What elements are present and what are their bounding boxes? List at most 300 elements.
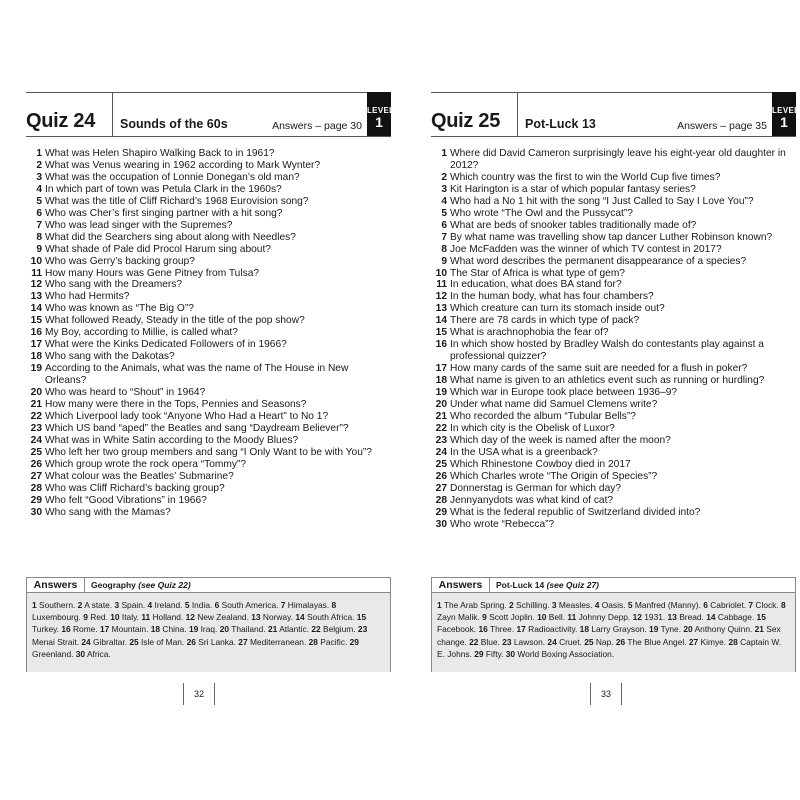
question-text: Which Liverpool lady took “Anyone Who Had a Heart” to No 1? — [45, 410, 329, 422]
answer-text: New Zealand. — [197, 612, 249, 623]
question-number: 3 — [441, 183, 447, 195]
question-number: 6 — [441, 219, 447, 231]
answer-text: Bread. — [679, 612, 704, 623]
answer-text: Schilling. — [516, 600, 550, 610]
answer-item — [311, 624, 355, 634]
answer-item — [616, 637, 687, 647]
answer-item — [129, 637, 184, 647]
question-number: 7 — [441, 231, 447, 243]
question-item — [431, 387, 796, 399]
question-number: 13 — [30, 291, 42, 303]
answer-item — [61, 624, 97, 634]
answer-number: 22 — [469, 636, 479, 647]
question-text: Who was Cliff Richard’s backing group? — [45, 482, 225, 494]
answer-text: Mountain. — [111, 624, 149, 635]
answers-label: Answers — [432, 578, 490, 592]
answer-number: 17 — [99, 624, 110, 635]
question-text: What followed Ready, Steady in the title of the pop show? — [45, 315, 305, 327]
question-text: Which group wrote the rock opera “Tommy”? — [45, 458, 246, 470]
answer-number: 21 — [754, 624, 764, 635]
answer-text: Pacific. — [320, 636, 348, 647]
question-item — [26, 244, 391, 256]
question-item — [431, 423, 796, 435]
answer-number: 14 — [706, 612, 716, 623]
answer-number: 28 — [308, 636, 318, 647]
quiz-header — [26, 92, 395, 136]
answer-item — [633, 612, 666, 622]
question-text: Which day of the week is named after the moon? — [450, 434, 671, 446]
answer-number: 29 — [349, 636, 359, 647]
question-text: The Star of Africa is what type of gem? — [450, 267, 625, 279]
question-item — [26, 387, 391, 399]
answer-number: 1 — [437, 600, 442, 610]
page-number: 32 — [183, 683, 215, 705]
question-text: In the USA what is a greenback? — [450, 446, 598, 458]
answer-number: 25 — [584, 636, 594, 647]
answer-text: Radioactivity. — [528, 624, 578, 635]
answer-item — [478, 624, 514, 634]
answer-number: 16 — [61, 624, 71, 635]
answer-number: 22 — [311, 624, 321, 635]
answer-item — [748, 600, 778, 610]
answer-item — [683, 624, 752, 634]
question-number: 2 — [36, 159, 42, 171]
question-text: According to the Animals, what was the name of The House in New Orleans? — [45, 363, 349, 387]
answer-item — [189, 624, 217, 634]
answer-item — [517, 624, 578, 634]
level-badge — [772, 92, 800, 136]
answer-text: Southern. — [39, 600, 76, 610]
question-text: Who recorded the album “Tubular Bells”? — [450, 410, 636, 422]
answer-text: Cabriolet. — [710, 600, 747, 610]
answer-number: 13 — [251, 612, 261, 623]
answers-topic — [496, 578, 599, 592]
question-item — [431, 315, 796, 327]
question-text: In the human body, what has four chambers? — [450, 291, 654, 303]
answer-item — [81, 637, 127, 647]
question-item — [431, 256, 796, 268]
answer-text: Nap. — [595, 636, 614, 647]
answer-text: Africa. — [86, 648, 111, 659]
question-item — [431, 244, 796, 256]
question-item — [431, 232, 796, 244]
answer-text: Holland. — [152, 612, 184, 623]
answer-item — [78, 600, 112, 610]
answer-item — [649, 624, 681, 634]
answer-text: Mediterranean. — [249, 636, 307, 647]
answer-item — [474, 649, 503, 659]
question-item — [431, 208, 796, 220]
question-number: 20 — [435, 399, 447, 411]
answer-number: 30 — [75, 648, 86, 659]
question-item — [26, 256, 391, 268]
question-number: 24 — [435, 446, 447, 458]
question-text: Who was heard to “Shout” in 1964? — [45, 387, 206, 399]
question-item — [26, 232, 391, 244]
question-item — [431, 184, 796, 196]
question-item — [431, 411, 796, 423]
question-text: Kit Harington is a star of which popular fantasy series? — [450, 183, 696, 195]
answer-number: 19 — [188, 624, 199, 635]
question-number: 28 — [30, 482, 42, 494]
question-item — [26, 459, 391, 471]
answer-text: Atlantic. — [279, 624, 309, 635]
answers-topic-name: Geography — [91, 580, 136, 590]
answer-number: 17 — [516, 624, 526, 635]
answer-text: Isle of Man. — [140, 636, 185, 647]
question-number: 7 — [36, 219, 42, 231]
question-text: Who wrote “The Owl and the Pussycat”? — [450, 207, 633, 219]
question-text: Where did David Cameron surprisingly leave his eight-year old daughter in 2012? — [450, 148, 786, 171]
answer-number: 14 — [295, 612, 305, 623]
question-number: 30 — [435, 518, 447, 530]
question-text: Who sang with the Dreamers? — [45, 279, 183, 291]
question-text: What was the occupation of Lonnie Donegan’s old man? — [45, 171, 300, 183]
answer-item — [185, 600, 213, 610]
question-number: 3 — [36, 171, 42, 183]
question-item — [26, 196, 391, 208]
answer-text: China. — [162, 624, 187, 635]
answer-text: Turkey. — [32, 624, 59, 635]
answer-text: Cabbage. — [717, 612, 755, 623]
answer-number: 25 — [129, 636, 139, 647]
answer-number: 29 — [474, 648, 484, 659]
question-item — [26, 399, 391, 411]
quiz-header — [431, 92, 800, 136]
question-number: 4 — [36, 183, 42, 195]
question-number: 2 — [441, 171, 447, 183]
question-text: By what name was travelling show tap dancer Luther Robinson known? — [450, 231, 773, 243]
question-item — [431, 268, 796, 280]
question-item — [431, 172, 796, 184]
answer-number: 21 — [268, 624, 278, 635]
answers-page-ref: Answers – page 30 — [272, 120, 362, 132]
answer-number: 4 — [147, 600, 153, 610]
question-item — [431, 495, 796, 507]
question-text: Donnerstag is German for which day? — [450, 482, 622, 494]
question-text: What was Helen Shapiro Walking Back to in 1961? — [45, 148, 275, 159]
question-text: What is arachnophobia the fear of? — [450, 327, 609, 339]
answer-number: 18 — [150, 624, 161, 635]
answer-number: 6 — [214, 600, 220, 610]
answer-number: 19 — [649, 624, 659, 635]
question-number: 8 — [441, 243, 447, 255]
answer-text: Thailand. — [231, 624, 266, 635]
question-text: Which creature can turn its stomach inside out? — [450, 303, 665, 315]
question-number: 30 — [30, 506, 42, 518]
question-text: In education, what does BA stand for? — [450, 279, 622, 291]
answer-item — [148, 600, 183, 610]
question-text: What is the federal republic of Switzerland divided into? — [450, 506, 701, 518]
answer-item — [141, 612, 183, 622]
answer-number: 24 — [547, 636, 557, 647]
question-number: 13 — [435, 303, 447, 315]
question-text: Who left her two group members and sang “I Only Want to be with You”? — [45, 446, 372, 458]
answer-text: Zayn Malik. — [437, 612, 480, 623]
answer-text: Larry Grayson. — [591, 624, 647, 635]
answer-item — [506, 649, 614, 659]
question-item — [431, 327, 796, 339]
quiz-topic: Sounds of the 60s — [120, 117, 228, 131]
question-number: 5 — [36, 195, 42, 207]
answer-text: South America. — [221, 600, 279, 610]
question-number: 15 — [435, 327, 447, 339]
answer-number: 30 — [505, 648, 516, 659]
answer-text: Scott Joplin. — [489, 612, 535, 623]
answer-text: Ireland. — [154, 600, 183, 610]
quiz-number: Quiz 25 — [431, 110, 501, 132]
left-page — [26, 0, 395, 800]
answer-text: Blue. — [480, 636, 500, 647]
answer-item — [469, 637, 500, 647]
question-number: 17 — [30, 339, 42, 351]
question-text: Which US band “aped” the Beatles and sang “Daydream Believer”? — [45, 422, 349, 434]
question-number: 4 — [441, 195, 447, 207]
question-number: 26 — [30, 458, 42, 470]
question-item — [26, 351, 391, 363]
answers-topic-name: Pot-Luck 14 — [496, 580, 545, 590]
answer-text: Facebook. — [437, 624, 477, 635]
answer-text: Sex change. — [437, 624, 781, 647]
question-number: 26 — [435, 470, 447, 482]
answer-number: 10 — [537, 612, 547, 623]
answer-item — [689, 637, 726, 647]
answer-item — [110, 612, 139, 622]
question-number: 14 — [435, 315, 447, 327]
answer-text: Anthony Quinn. — [694, 624, 753, 635]
answer-text: Three. — [489, 624, 515, 635]
level-word: LEVEL — [772, 106, 800, 115]
answer-item — [187, 637, 236, 647]
answer-text: Iraq. — [200, 624, 218, 635]
question-number: 1 — [441, 148, 447, 159]
answer-item — [186, 612, 249, 622]
question-text: Joe McFadden was the winner of which TV contest in 2017? — [450, 243, 722, 255]
answer-text: Italy. — [121, 612, 139, 623]
question-text: What was in White Satin according to the Moody Blues? — [45, 434, 299, 446]
answer-item — [437, 600, 507, 610]
question-text: In which show hosted by Bradley Walsh do contestants play against a professional quizzer? — [450, 339, 764, 363]
question-number: 16 — [30, 327, 42, 339]
question-item — [431, 148, 796, 172]
answer-text: Oasis. — [601, 600, 626, 610]
question-number: 22 — [435, 422, 447, 434]
answer-item — [251, 612, 293, 622]
answers-page-ref: Answers – page 35 — [677, 120, 767, 132]
answer-number: 23 — [357, 624, 368, 635]
answer-number: 16 — [478, 624, 488, 635]
answer-number: 20 — [683, 624, 693, 635]
question-item — [26, 208, 391, 220]
answer-number: 11 — [567, 612, 577, 623]
question-item — [26, 279, 391, 291]
answer-item — [567, 612, 630, 622]
question-number: 21 — [30, 399, 42, 411]
question-item — [431, 196, 796, 208]
question-item — [431, 519, 796, 531]
answer-number: 10 — [110, 612, 120, 623]
answer-number: 23 — [502, 636, 512, 647]
answers-header — [27, 578, 390, 593]
level-badge — [367, 92, 395, 136]
question-item — [26, 315, 391, 327]
answer-number: 15 — [356, 612, 367, 623]
answer-item — [32, 600, 75, 610]
answer-number: 7 — [748, 600, 754, 610]
question-number: 9 — [441, 255, 447, 267]
question-item — [26, 507, 391, 519]
question-number: 10 — [435, 267, 447, 279]
answer-number: 8 — [781, 600, 786, 610]
answers-see-ref: (see Quiz 22) — [138, 580, 191, 590]
answer-item — [215, 600, 279, 610]
question-item — [431, 375, 796, 387]
question-text: Under what name did Samuel Clemens write? — [450, 399, 658, 411]
answer-text: Clock. — [755, 600, 779, 610]
answer-text: India. — [191, 600, 213, 610]
answer-number: 26 — [186, 636, 196, 647]
question-number: 9 — [36, 243, 42, 255]
question-text: Who felt “Good Vibrations” in 1966? — [45, 494, 207, 506]
answer-text: Rome. — [72, 624, 98, 635]
question-text: In which city is the Obelisk of Luxor? — [450, 422, 615, 434]
answer-text: Tyne. — [660, 624, 682, 635]
answer-number: 9 — [83, 612, 88, 623]
answer-number: 1 — [32, 600, 37, 610]
answer-item — [238, 637, 306, 647]
answer-number: 3 — [551, 600, 557, 610]
answer-item — [703, 600, 746, 610]
question-text: How many cards of the same suit are needed for a flush in poker? — [450, 363, 748, 375]
answer-item — [482, 612, 535, 622]
question-number: 14 — [30, 303, 42, 315]
question-item — [26, 291, 391, 303]
answers-box — [26, 577, 391, 672]
question-item — [431, 507, 796, 519]
answer-number: 24 — [81, 636, 91, 647]
question-text: Who sang with the Dakotas? — [45, 351, 175, 363]
question-item — [431, 339, 796, 363]
answer-text: Greenland. — [32, 648, 74, 659]
answer-item — [668, 612, 704, 622]
question-item — [431, 447, 796, 459]
answer-number: 15 — [756, 612, 766, 623]
question-text: Who was lead singer with the Supremes? — [45, 219, 233, 231]
answer-text: Menai Strait. — [32, 636, 80, 647]
quiz-topic: Pot-Luck 13 — [525, 117, 596, 131]
question-number: 19 — [435, 387, 447, 399]
answers-topic — [91, 578, 191, 592]
answer-text: Spain. — [121, 600, 146, 610]
answer-item — [83, 612, 108, 622]
question-number: 11 — [31, 267, 42, 279]
answer-text: 1931. — [644, 612, 666, 623]
question-text: My Boy, according to Millie, is called what? — [45, 327, 238, 339]
question-item — [26, 447, 391, 459]
answer-item — [595, 600, 626, 610]
answer-number: 27 — [688, 636, 699, 647]
question-number: 28 — [435, 494, 447, 506]
question-number: 27 — [30, 470, 42, 482]
answer-item — [706, 612, 754, 622]
question-text: Which Charles wrote “The Origin of Species”? — [450, 470, 658, 482]
answer-text: The Arab Spring. — [443, 600, 507, 610]
question-number: 10 — [30, 255, 42, 267]
question-item — [26, 435, 391, 447]
answer-item — [114, 600, 145, 610]
answer-text: Measles. — [558, 600, 593, 610]
question-number: 29 — [435, 506, 447, 518]
answer-number: 12 — [185, 612, 195, 623]
answer-item — [295, 612, 354, 622]
answer-text: Norway. — [262, 612, 293, 623]
question-text: Who was Gerry’s backing group? — [45, 255, 195, 267]
question-item — [431, 459, 796, 471]
answers-label: Answers — [27, 578, 85, 592]
question-number: 22 — [30, 410, 42, 422]
question-number: 6 — [36, 207, 42, 219]
answer-number: 5 — [184, 600, 190, 610]
answer-number: 8 — [331, 600, 337, 610]
question-number: 15 — [30, 315, 42, 327]
question-number: 18 — [435, 375, 447, 387]
answer-item — [502, 637, 545, 647]
question-text: Who had a No 1 hit with the song “I Just Called to Say I Love You”? — [450, 195, 754, 207]
level-number: 1 — [375, 114, 383, 130]
answer-text: South Africa. — [306, 612, 355, 623]
question-text: Who was known as “The Big O”? — [45, 303, 194, 315]
answers-see-ref: (see Quiz 27) — [546, 580, 599, 590]
answer-text: Johnny Depp. — [578, 612, 631, 623]
level-word: LEVEL — [367, 106, 395, 115]
question-number: 12 — [30, 279, 42, 291]
answer-text: Gibraltar. — [93, 636, 127, 647]
answer-text: World Boxing Association. — [517, 648, 615, 659]
question-item — [26, 268, 391, 280]
answer-number: 26 — [615, 636, 626, 647]
question-text: Who wrote “Rebecca”? — [450, 518, 555, 530]
answer-number: 4 — [594, 600, 600, 610]
answer-text: Cruet. — [559, 636, 582, 647]
question-item — [431, 303, 796, 315]
question-item — [26, 363, 391, 387]
question-text: Which country was the first to win the World Cup five times? — [450, 171, 721, 183]
question-item — [26, 148, 391, 160]
answer-text: The Blue Angel. — [627, 636, 687, 647]
answer-number: 9 — [482, 612, 487, 623]
question-number: 5 — [441, 207, 447, 219]
answer-number: 28 — [728, 636, 738, 647]
answer-text: A state. — [84, 600, 113, 610]
answer-number: 6 — [703, 600, 708, 610]
question-text: Which Rhinestone Cowboy died in 2017 — [450, 458, 631, 470]
answer-number: 2 — [77, 600, 83, 610]
answer-item — [547, 637, 581, 647]
question-text: Who had Hermits? — [45, 291, 130, 303]
question-item — [26, 220, 391, 232]
question-item — [26, 495, 391, 507]
question-text: What were the Kinks Dedicated Followers of in 1966? — [45, 339, 287, 351]
answer-number: 11 — [141, 612, 151, 623]
answer-number: 13 — [667, 612, 677, 623]
question-text: Which war in Europe took place between 1936–9? — [450, 387, 678, 399]
question-text: Who sang with the Mamas? — [45, 506, 171, 518]
question-number: 1 — [36, 148, 42, 159]
question-text: What name is given to an athletics event such as running or hurdling? — [450, 375, 765, 387]
answer-text: Lawson. — [513, 636, 546, 647]
question-text: What are beds of snooker tables traditionally made of? — [450, 219, 697, 231]
quiz-number: Quiz 24 — [26, 110, 96, 132]
